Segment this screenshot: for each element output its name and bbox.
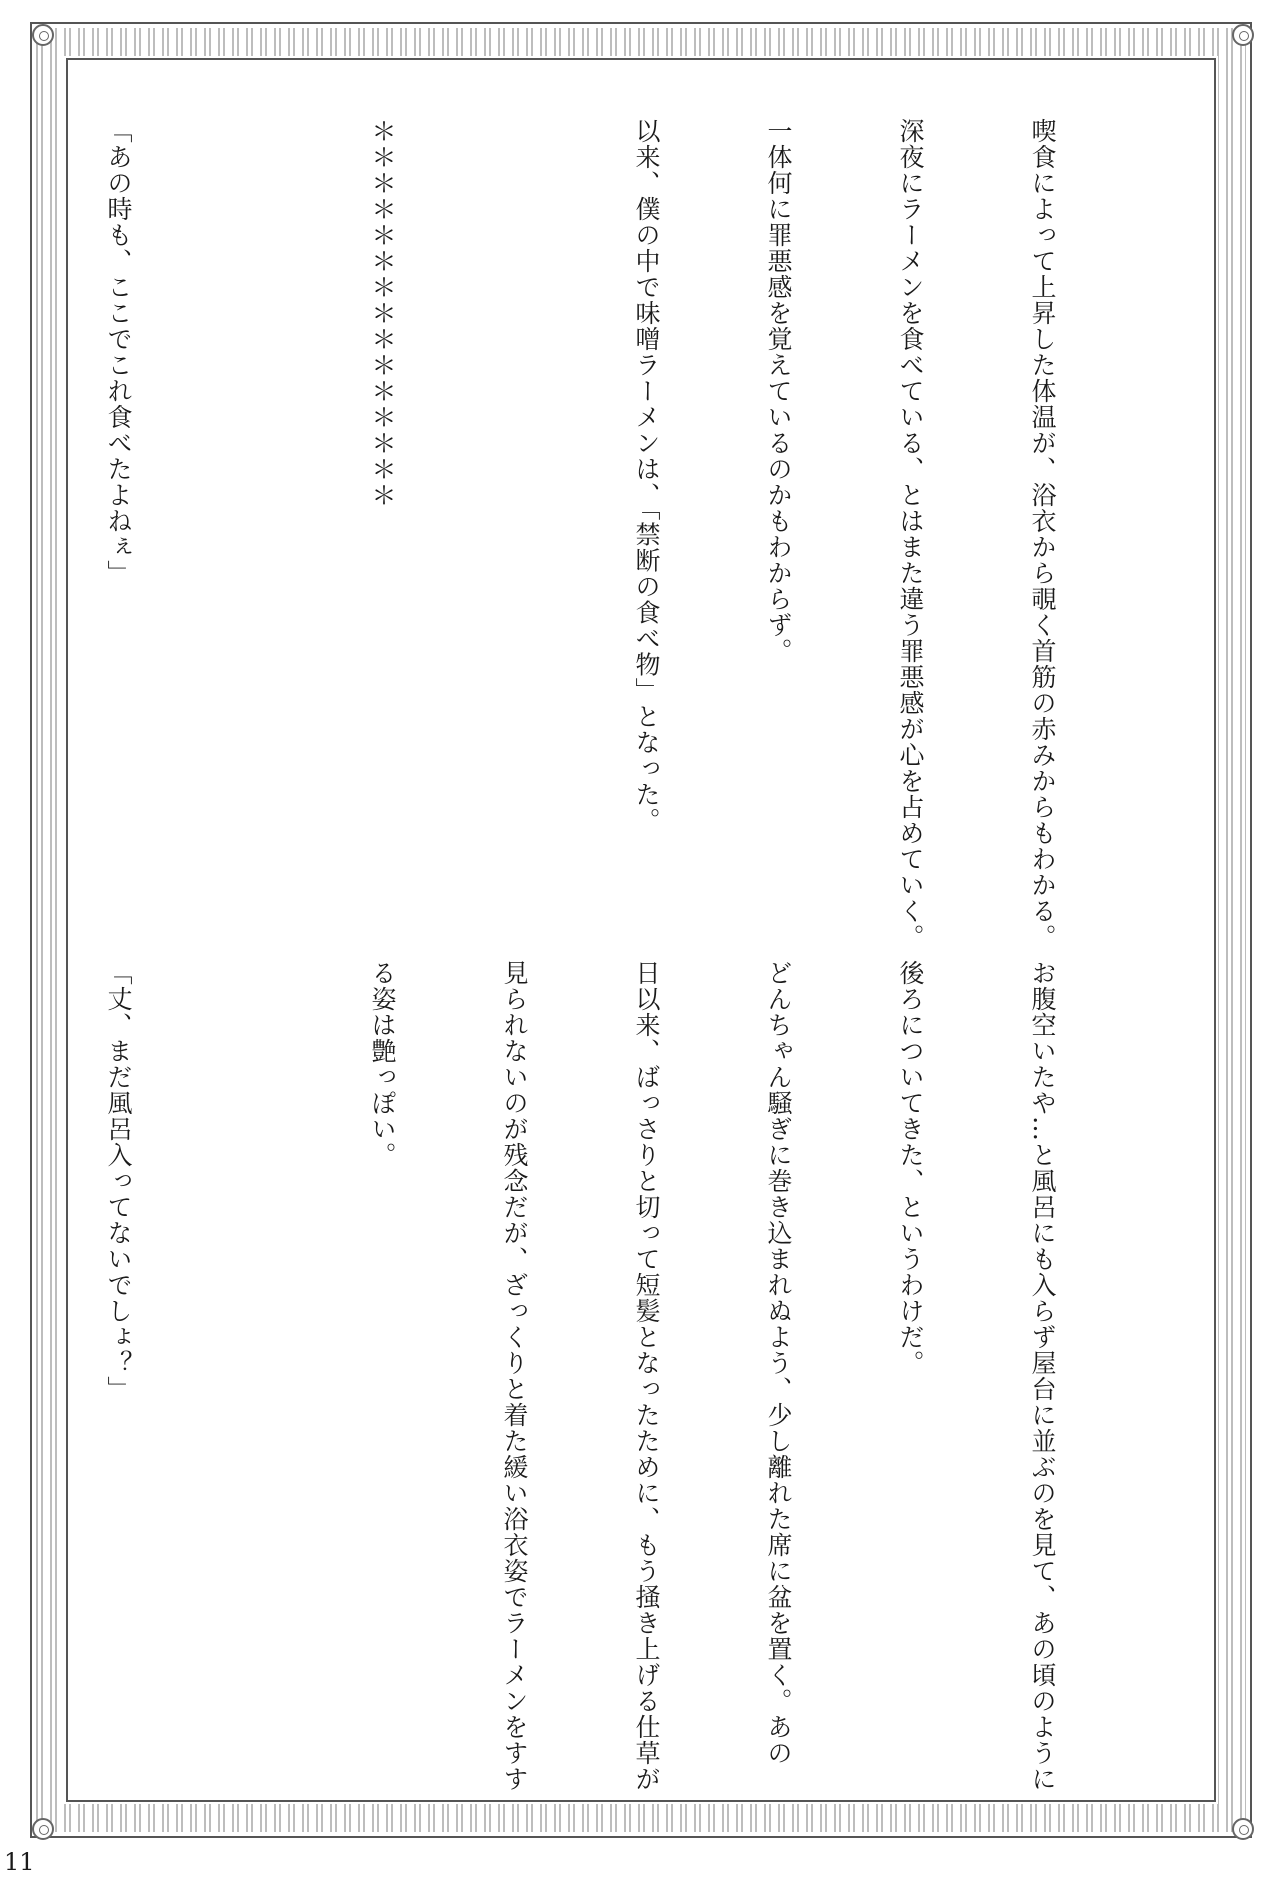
paragraph-gap	[492, 118, 536, 948]
text-line: 見られないのが残念だが、ざっくりと着た緩い浴衣姿でラーメンをすす	[500, 960, 529, 1792]
text-line: る姿は艶っぽい。	[368, 960, 397, 1168]
text-line: 以来、僕の中で味噌ラーメンは、「禁断の食べ物」となった。	[632, 118, 661, 834]
text-line: 後ろについてきた、というわけだ。	[896, 960, 925, 1376]
dialogue-line: 「あの時も、ここでこれ食べたよねぇ」	[104, 118, 133, 586]
corner-ornament-top-right	[1232, 24, 1254, 46]
text-line: 日以来、ばっさりと切って短髪となったために、もう掻き上げる仕草が	[632, 960, 661, 1792]
paragraph-gap	[228, 960, 272, 1780]
story-text-lower	[0, 960, 1152, 1792]
dialogue-line	[0, 118, 8, 948]
scene-break-asterisks: ＊＊＊＊＊＊＊＊＊＊＊＊＊＊＊	[368, 118, 397, 508]
page-number: 11	[4, 1848, 35, 1876]
text-line: 喫食によって上昇した体温が、浴衣から覗く首筋の赤みからもわかる。	[1028, 118, 1057, 950]
story-text-upper	[0, 118, 1152, 948]
corner-ornament-bottom-left	[32, 1818, 54, 1840]
text-line: お腹空いたや…と風呂にも入らず屋台に並ぶのを見て、あの頃のように	[1028, 960, 1057, 1792]
text-line: どんちゃん騒ぎに巻き込まれぬよう、少し離れた席に盆を置く。あの	[764, 960, 793, 1766]
text-line: 深夜にラーメンを食べている、とはまた違う罪悪感が心を占めていく。	[896, 118, 925, 950]
paragraph-gap	[228, 118, 272, 948]
dialogue-line: 「丈、まだ風呂入ってないでしょ？」	[104, 960, 133, 1402]
dialogue-line	[0, 960, 8, 1780]
text-line: 一体何に罪悪感を覚えているのかもわからず。	[764, 118, 793, 664]
corner-ornament-bottom-right	[1232, 1818, 1254, 1840]
corner-ornament-top-left	[32, 24, 54, 46]
